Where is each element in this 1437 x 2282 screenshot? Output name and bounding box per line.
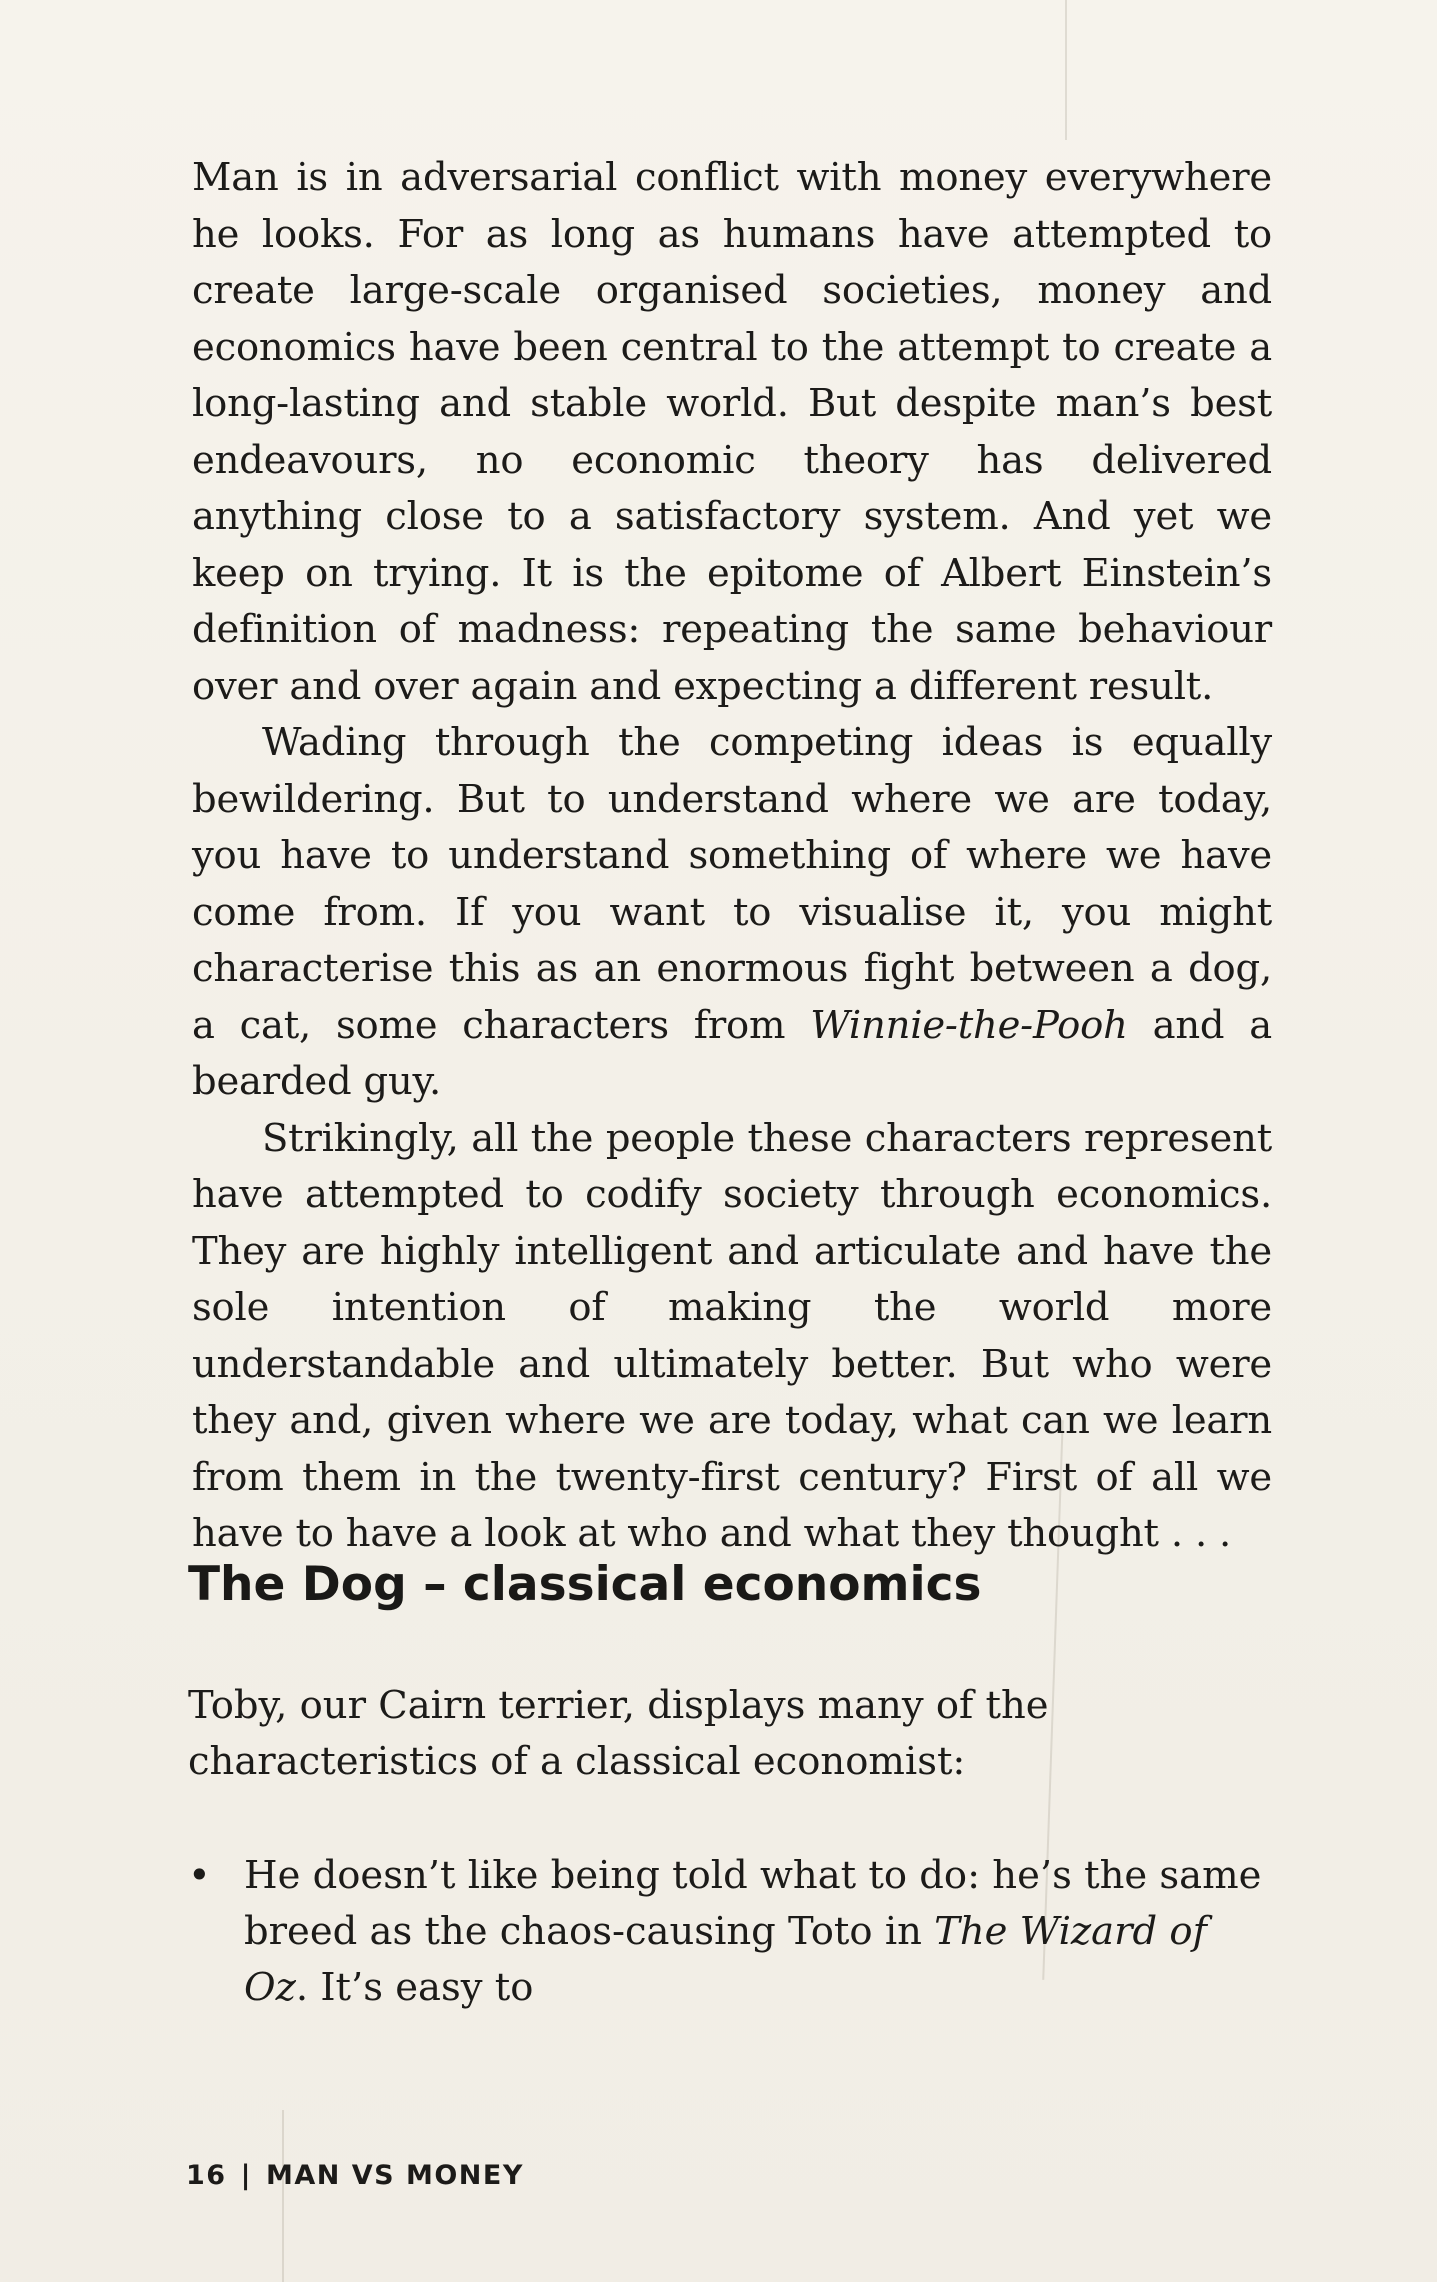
bullet-marker: • xyxy=(188,1853,211,1898)
list-item xyxy=(188,1848,1272,2016)
bullet-text-end: . It’s easy to xyxy=(295,1965,534,2010)
page-footer xyxy=(186,2160,524,2191)
footer-separator: | xyxy=(240,2160,252,2191)
book-title-wizard-of-oz: The Wizard of Oz xyxy=(244,1909,1207,2010)
paper-crease-bottom xyxy=(282,2110,284,2282)
page-number: 16 xyxy=(186,2160,227,2191)
section-intro: Toby, our Cairn terrier, displays many of the characteristics of a classical economist: xyxy=(188,1683,1049,1784)
paragraph-2-text: Wading through the competing ideas is equally bewildering. But to understand where we are today, you have to understand something of where we have come from. If you want to visualise it, you might characterise this as an enormous fight between a dog, a cat, some characters from xyxy=(192,720,1272,1048)
paragraph-3: Strikingly, all the people these characters represent have attempted to codify society through economics. They are highly intelligent and articulate and have the sole intention of making the world more understandable and ultimately better. But who were they and, given where we are today, what can we learn from them in the twenty-first century? First of all we have to have a look at who and what they thought . . . xyxy=(192,1115,1272,1556)
bullet-list xyxy=(188,1848,1272,2016)
paragraph-1: Man is in adversarial conflict with money everywhere he looks. For as long as humans have attempted to create large-scale organised societies, money and economics have been central to the attempt to create a long-lasting and stable world. But despite man’s best endeavours, no economic theory has delivered anything close to a satisfactory system. And yet we keep on trying. It is the epitome of Albert Einstein’s definition of madness: repeating the same behaviour over and over again and expecting a different result. xyxy=(192,155,1272,709)
book-title-winnie-the-pooh: Winnie-the-Pooh xyxy=(810,1002,1128,1048)
intro-text xyxy=(192,150,1272,1563)
paper-crease-top xyxy=(1065,0,1067,140)
running-title: MAN VS MONEY xyxy=(265,2160,524,2191)
paragraph-2-tail: and a bearded guy. xyxy=(192,1002,1272,1104)
paragraph-2 xyxy=(192,715,1272,1111)
bullet-text-start: He doesn’t like being told what to do: he’s the same breed as the chaos-causing Toto in xyxy=(244,1853,1262,1954)
section-heading: The Dog – classical economics xyxy=(188,1557,982,1612)
